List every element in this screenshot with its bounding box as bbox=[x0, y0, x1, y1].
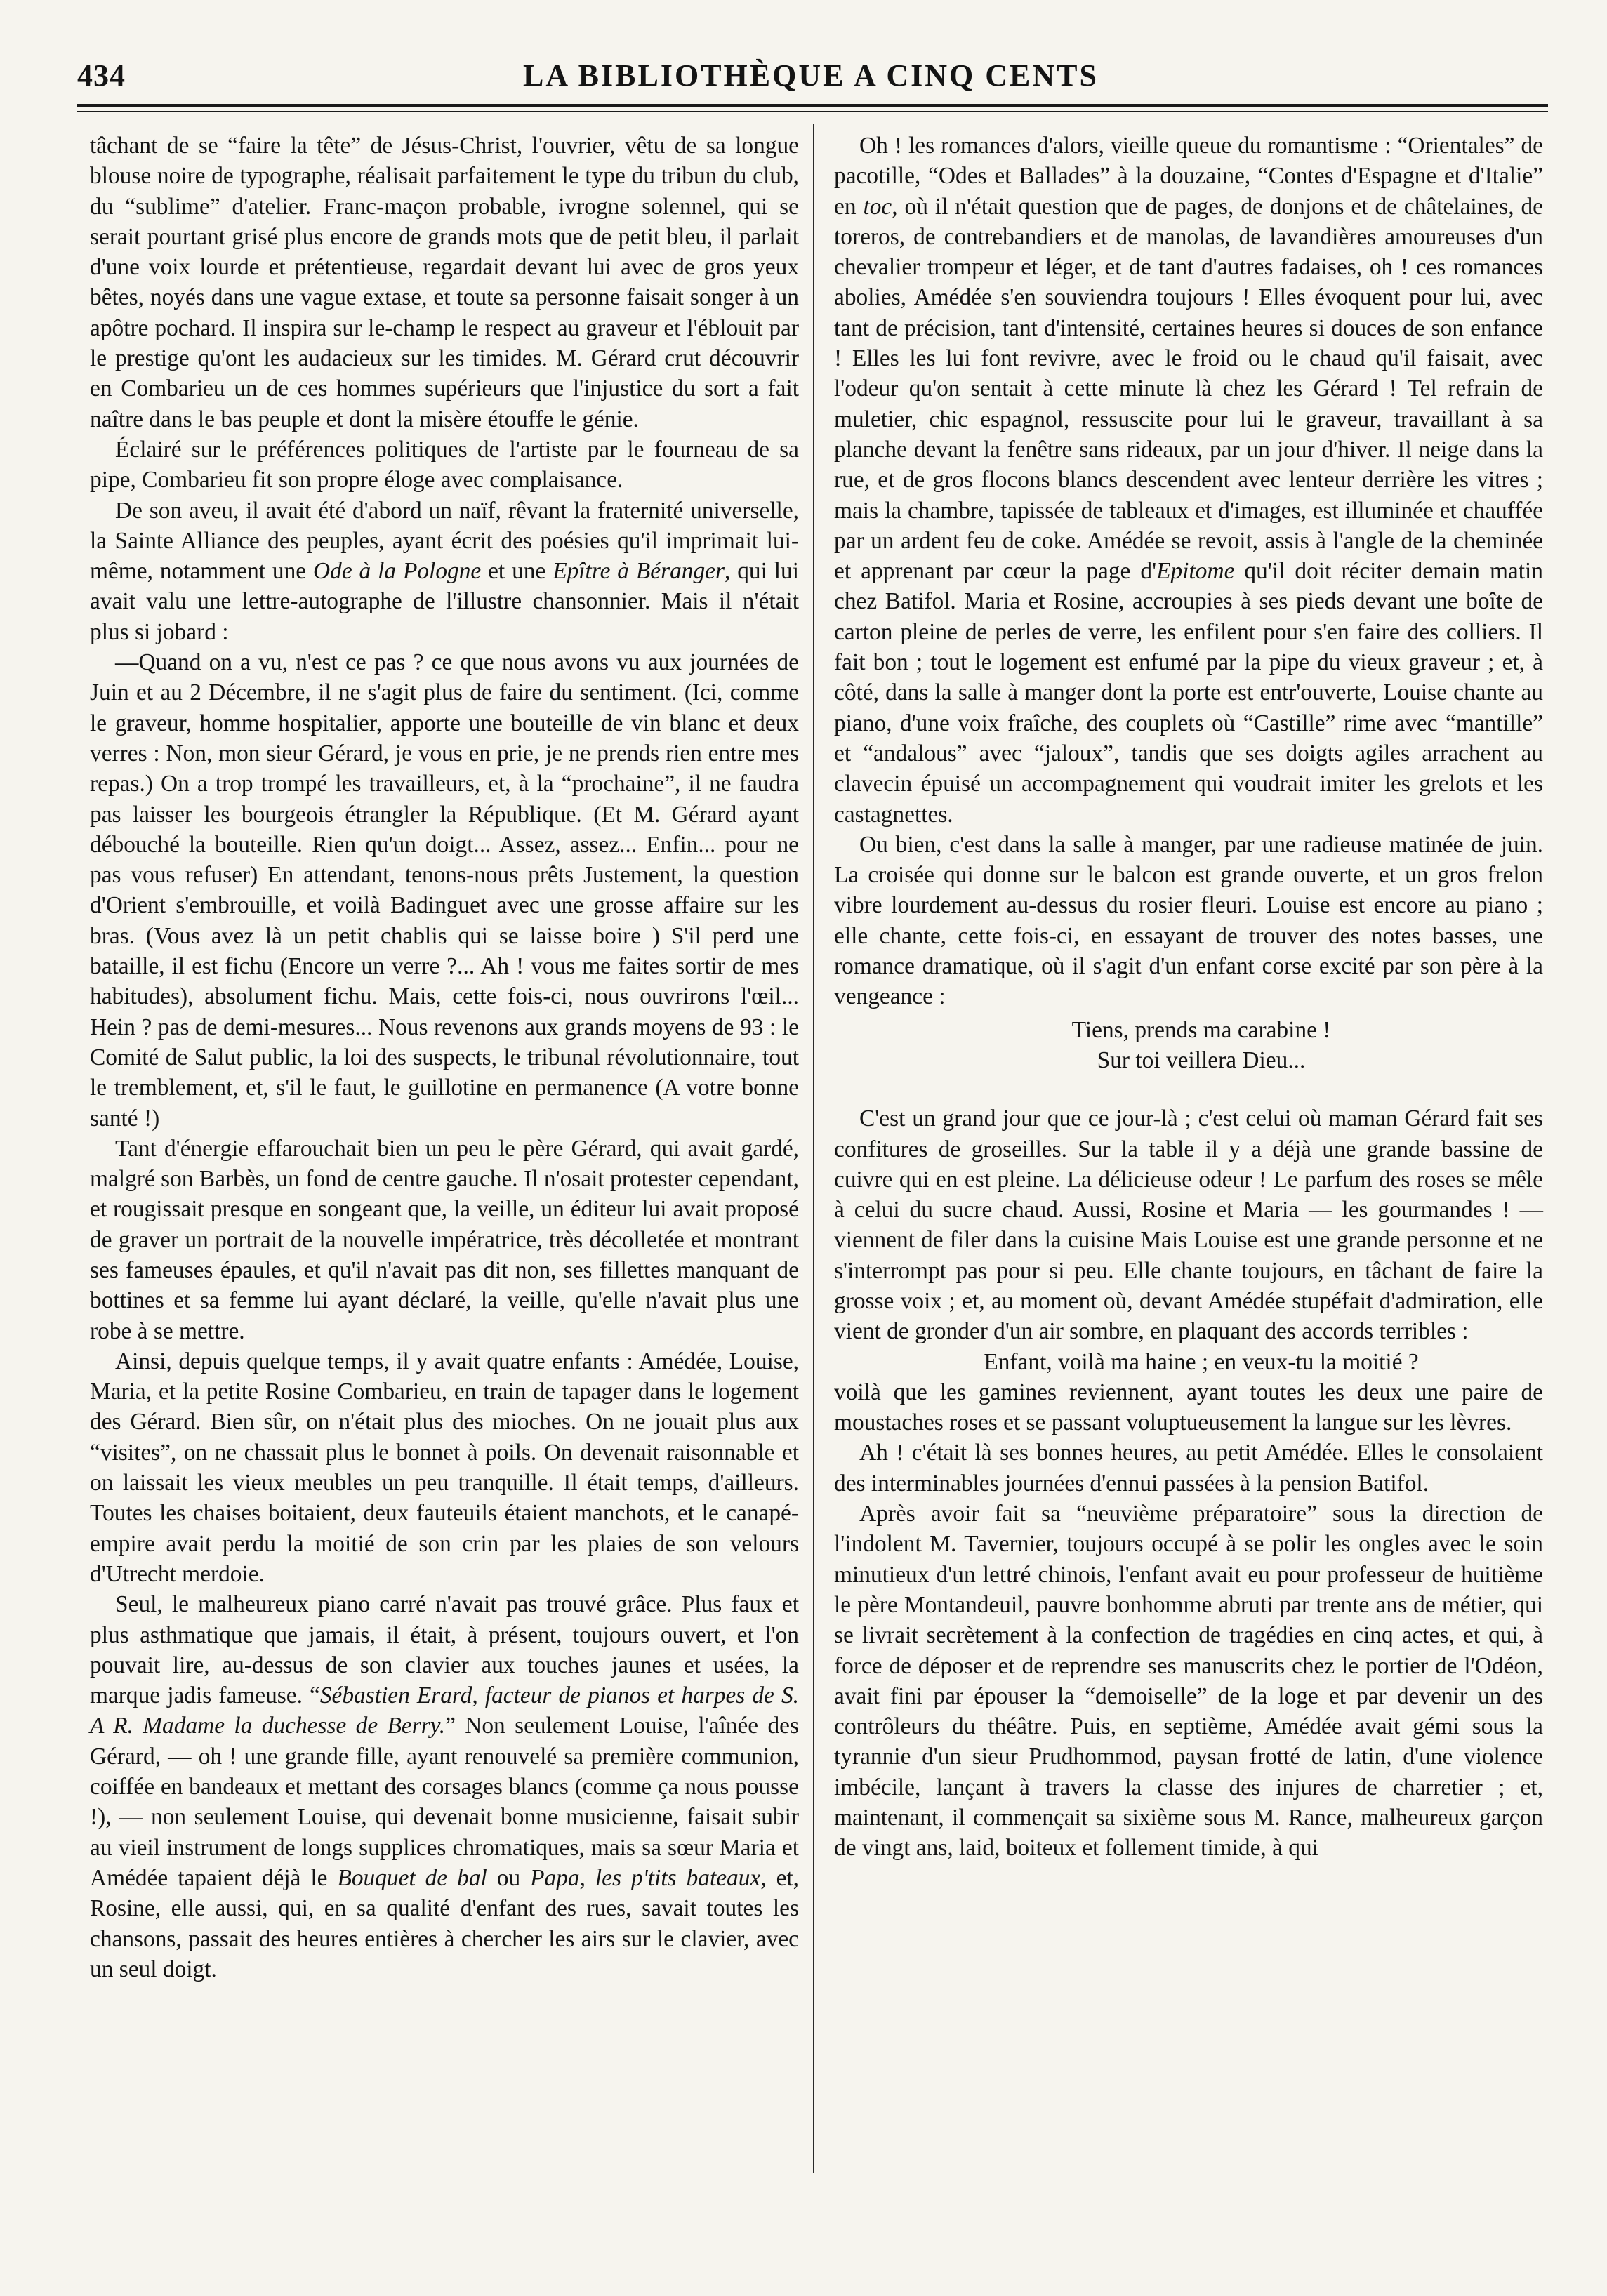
verse-block bbox=[834, 1015, 1543, 1076]
header-rule-thick bbox=[77, 104, 1548, 107]
italic-title: Epître à Béranger bbox=[553, 558, 725, 585]
italic-word: toc bbox=[863, 193, 892, 220]
paragraph: tâchant de se “faire la tête” de Jésus-Christ, l'ouvrier, vêtu de sa longue blouse noire de typographe, réalisait parfaitement le type du tribun du club, du “sublime” d'atelier. Franc-maçon probable, ivrogne solennel, qui se serait pourtant grisé plus encore de grands mots que de petit bleu, il parlait d'une voix lourde et prétentieuse, regardait devant lui avec de gros yeux bêtes, noyés dans une vague extase, et toute sa personne faisait songer à un apôtre pochard. Il inspira sur le-champ le respect au graveur et l'éblouit par le prestige qu'ont les audacieux sur les timides. M. Gérard crut découvrir en Combarieu un de ces hommes supérieurs que l'injustice du sort a fait naître dans le bas peuple et dont la misère étouffe le génie. bbox=[90, 133, 799, 432]
paragraph: Éclairé sur le préférences politiques de l'artiste par le fourneau de sa pipe, Combarieu fit son propre éloge avec complaisance. bbox=[90, 436, 799, 493]
text-run: qu'il doit réciter demain matin chez Batifol. Maria et Rosine, accroupies à ses pieds devant une boîte de carton pleine de perles de verre, les enfilent pour s'en faire des colliers. Il fait bon ; tout le logement est enfumé par la pipe du vieux graveur ; et, à côté, dans la salle à manger dont la porte est entr'ouverte, Louise chante au piano, d'une voix fraîche, des couplets où “Castille” rime avec “mantille” et “andalous” avec “jaloux”, tandis que ses doigts agiles arrachent au clavecin épuisé un accompagnement qui voudrait imiter les grelots et les castagnettes. bbox=[834, 558, 1543, 828]
text-run: Seul, le malheureux piano carré n'avait pas trouvé grâce. Plus faux et plus asthmatique que jamais, il était, à présent, toujours ouvert, et l'on pouvait lire, au-dessus de son clavier aux touches jaunes et usées, la marque jadis fameuse. “ bbox=[90, 1591, 799, 1709]
verse-line: Tiens, prends ma carabine ! bbox=[1071, 1016, 1331, 1043]
running-title: LA BIBLIOTHÈQUE A CINQ CENTS bbox=[522, 58, 1099, 93]
italic-title: Sébastien Erard, facteur de pianos et harpes de S. A R. Madame la duchesse de Berry. bbox=[90, 1683, 799, 1739]
text-run: ou bbox=[487, 1864, 531, 1891]
text-run: et une bbox=[481, 558, 553, 585]
paragraph: Ah ! c'était là ses bonnes heures, au petit Amédée. Elles le consolaient des interminables journées d'ennui passées à la pension Batifol. bbox=[834, 1440, 1543, 1497]
text-run: , où il n'était question que de pages, de donjons et de châtelaines, de toreros, de contrebandiers et de manolas, de lavandières amoureuses d'un chevalier trompeur et léger, et de tant d'autres fadaises, oh ! ces romances abolies, Amédée s'en souviendra toujours ! Elles évoquent pour lui, avec tant de précision, tant d'intensité, certaines heures si douces de son enfance ! Elles les lui font revivre, avec le froid ou le chaud qu'il faisait, avec l'odeur qu'on sentait à cette minute là chez les Gérard ! Tel refrain de muletier, chic espagnol, ressuscite pour lui le graveur, travaillant à sa planche devant la fenêtre sans rideaux, par un jour d'hiver. Il neige dans la rue, et de gros flocons blancs descendent avec lenteur derrière les vitres ; mais la chambre, tapissée de tableaux et d'images, est illuminée et chauffée par un ardent feu de coke. Amédée se revoit, assis à l'angle de la cheminée et apprenant par cœur la page d' bbox=[834, 193, 1543, 585]
italic-title: Bouquet de bal bbox=[337, 1864, 487, 1891]
italic-title: Papa, les p'tits bateaux bbox=[530, 1864, 761, 1891]
verse-line: Enfant, voilà ma haine ; en veux-tu la moitié ? bbox=[984, 1348, 1419, 1375]
header-rule-thin bbox=[77, 111, 1548, 112]
paragraph: Après avoir fait sa “neuvième préparatoire” sous la direction de l'indolent M. Tavernier, toujours occupé à se polir les ongles avec le soin minutieux d'un lettré chinois, l'enfant avait eu pour professeur de huitième le père Montandeuil, pauvre bonhomme abruti par trente ans de métier, qui se livrait secrètement à la confection de tragédies en cinq actes, et qui, à force de déposer et de reprendre ses manuscrits chez le portier de l'Odéon, avait fini par épouser la “demoiselle” de la loge et par devenir un des contrôleurs du théâtre. Puis, en septième, Amédée avait gémi sous la tyrannie d'un sieur Prudhommod, paysan frotté de latin, d'une violence imbécile, lançant à travers la classe des injures de charretier ; et, maintenant, il commençait sa sixième sous M. Rance, malheureux garçon de vingt ans, laid, boiteux et follement timide, à qui bbox=[834, 1501, 1543, 1862]
text-run: Oh ! les romances d'alors, vieille queue du romantisme : “Orientales” de pacotille, “Odes et Ballades” à la douzaine, “Contes d'Espagne et d'Italie” en bbox=[834, 133, 1543, 220]
column-divider bbox=[813, 124, 814, 2173]
paragraph: Tant d'énergie effarouchait bien un peu le père Gérard, qui avait gardé, malgré son Barbès, un fond de centre gauche. Il n'osait protester cependant, et rougissait presque en songeant que, la veille, un éditeur lui avait proposé de graver un portrait de la nouvelle impératrice, très décolletée et montrant ses fameuses épaules, et qu'il n'avait pas dit non, ses fillettes manquant de bottines et sa femme lui ayant déclaré, la veille, qu'elle n'avait plus une robe à se mettre. bbox=[90, 1135, 799, 1344]
verse-line: Sur toi veillera Dieu... bbox=[1097, 1047, 1306, 1073]
paragraph: C'est un grand jour que ce jour-là ; c'est celui où maman Gérard fait ses confitures de groseilles. Sur la table il y a déjà une grande bassine de cuivre qui en est pleine. La délicieuse odeur ! Le parfum des roses se mêle à celui du sucre chaud. Aussi, Rosine et Maria — les gourmandes ! — viennent de filer dans la cuisine Mais Louise est une grande personne et ne s'interrompt pas pour si peu. Elle chante toujours, en tâchant de faire la grosse voix ; et, au moment où, devant Amédée stupéfait d'admiration, elle vient de gronder d'un air sombre, en plaquant des accords terribles : bbox=[834, 1106, 1543, 1345]
page-number: 434 bbox=[77, 58, 126, 93]
paragraph bbox=[90, 496, 799, 647]
italic-title: Epitome bbox=[1156, 558, 1235, 585]
paragraph bbox=[834, 131, 1543, 830]
paragraph: Ou bien, c'est dans la salle à manger, par une radieuse matinée de juin. La croisée qui donne sur le balcon est grande ouverte, et un gros frelon vibre lourdement au-dessus du rosier fleuri. Louise est encore au piano ; elle chante, cette fois-ci, en essayant de trouver des notes basses, une romance dramatique, où il s'agit d'un enfant corse excité par son père à la vengeance : bbox=[834, 831, 1543, 1010]
text-run: , qui lui avait valu une lettre-autographe de l'illustre chansonnier. Mais il n'était plus si jobard : bbox=[90, 558, 800, 645]
italic-title: Ode à la Pologne bbox=[313, 558, 482, 585]
left-column bbox=[90, 131, 799, 1984]
text-run: ” Non seulement Louise, l'aînée des Gérard, — oh ! une grande fille, ayant renouvelé sa première communion, coiffée en bandeaux et mettant des corsages blancs (comme ça nous pousse !), — non seulement Louise, qui devenait bonne musicienne, faisait subir au vieil instrument de longs supplices chromatiques, mais sa sœur Maria et Amédée tapaient déjà le bbox=[90, 1713, 799, 1891]
text-run: De son aveu, il avait été d'abord un naïf, rêvant la fraternité universelle, la Sainte Alliance des peuples, ayant écrit des poésies qu'il imprimait lui-même, notamment une bbox=[90, 497, 799, 585]
paragraph: —Quand on a vu, n'est ce pas ? ce que nous avons vu aux journées de Juin et au 2 Décembre, il ne s'agit plus de faire du sentiment. (Ici, comme le graveur, homme hospitalier, apporte une bouteille de vin blanc et deux verres : Non, mon sieur Gérard, je vous en prie, je ne prends rien entre mes repas.) On a trop trompé les travailleurs, et, à la “prochaine”, il ne faudra pas laisser les bourgeois étrangler la République. (Et M. Gérard ayant débouché la bouteille. Rien qu'un doigt... Assez, assez... Enfin... pour ne pas vous refuser) En attendant, tenons-nous prêts Justement, la question d'Orient s'embrouille, et voilà Badinguet avec une grosse affaire sur les bras. (Vous avez là un petit chablis qui se laisse boire ) S'il perd une bataille, il est fichu (Encore un verre ?... Ah ! vous me faites sortir de mes habitudes), absolument fichu. Mais, cette fois-ci, nous ouvrirons l'œil... Hein ? pas de demi-mesures... Nous revenons aux grands moyens de 93 : le Comité de Salut public, la loi des suspects, le tribunal révolutionnaire, tout le tremblement, et, s'il le faut, le guillotine en permanence (A votre bonne santé !) bbox=[90, 649, 799, 1132]
page-header bbox=[77, 58, 1545, 108]
right-column bbox=[834, 131, 1543, 1864]
text-run: , et, Rosine, elle aussi, qui, en sa qualité d'enfant des rues, savait toutes les chansons, passait des heures entières à chercher les airs sur le clavier, avec un seul doigt. bbox=[90, 1864, 800, 1982]
paragraph: voilà que les gamines reviennent, ayant toutes les deux une paire de moustaches roses et se passant voluptueusement la langue sur les lèvres. bbox=[834, 1379, 1543, 1436]
paragraph bbox=[90, 1589, 799, 1984]
paragraph: Ainsi, depuis quelque temps, il y avait quatre enfants : Amédée, Louise, Maria, et la petite Rosine Combarieu, en train de tapager dans le logement des Gérard. Bien sûr, on n'était plus des mioches. On ne jouait plus aux “visites”, on ne chassait plus le bonnet à poils. On devenait raisonnable et on laissait les vieux meubles un peu tranquille. Il était temps, d'ailleurs. Toutes les chaises boitaient, deux fauteuils étaient manchots, et le canapé-empire avait perdu la moitié de son crin par les plaies de son velours d'Utrecht merdoie. bbox=[90, 1348, 799, 1587]
